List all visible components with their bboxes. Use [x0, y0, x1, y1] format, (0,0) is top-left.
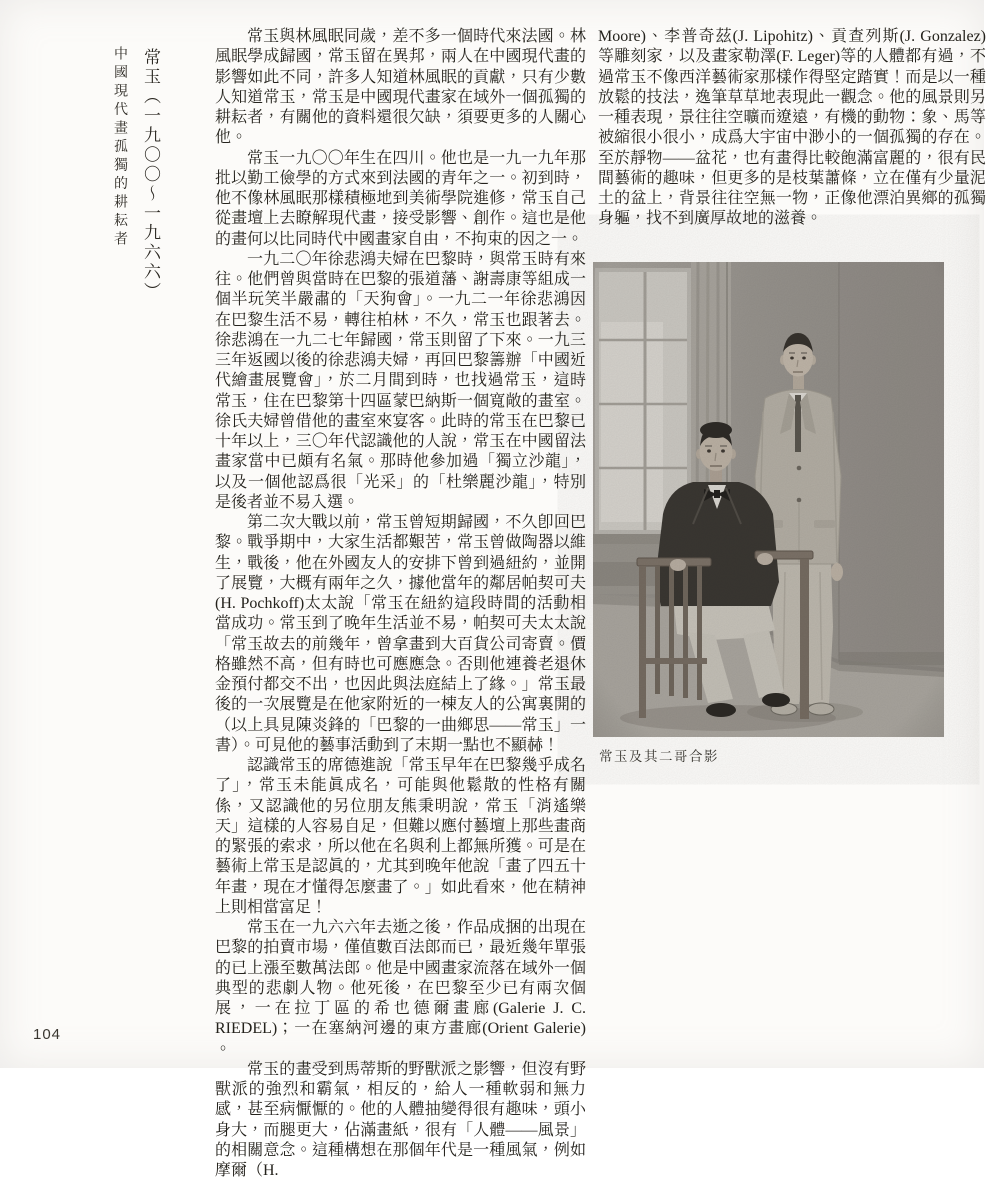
body-paragraph: 常玉在一九六六年去逝之後，作品成捆的出現在巴黎的拍賣市場，僅值數百法郎而已，最近幾年單張的已上漲至數萬法郎。他是中國畫家流落在域外一個典型的悲劇人物。他死後，在巴黎至少已有兩次個展，一在拉丁區的希也德爾畫廊(Galerie J. C. RIEDEL)；一在塞納河邊的東方畫廊(Orient Galerie) 。: [215, 919, 586, 1058]
photo-sanyu-and-brother: [593, 262, 944, 737]
body-paragraph: 常玉與林風眠同歲，差不多一個時代來法國。林風眠學成歸國，常玉留在異邦，兩人在中國現代畫的影響如此不同，許多人知道林風眠的貢獻，只有少數人知道常玉，常玉是中國現代畫家在域外一個孤獨的耕耘者，有關他的資料還很欠缺，須要更多的人關心他。: [215, 28, 586, 147]
page-number: 104: [33, 1026, 62, 1043]
body-paragraph: 常玉的畫受到馬蒂斯的野獸派之影響，但沒有野獸派的強烈和霸氣，相反的，給人一種軟弱和無力感，甚至病懨懨的。他的人體抽變得很有趣味，頭小身大，而腿更大，佔滿畫紙，很有「人體——風景」的相關意念。這種構想在那個年代是一種風氣，例如摩爾（H.: [215, 1060, 586, 1179]
body-paragraph: 常玉一九〇〇年生在四川。他也是一九一九年那批以勤工儉學的方式來到法國的青年之一。初到時，他不像林風眠那樣積極地到美術學院進修，常玉自己從畫壇上去瞭解現代畫，接受影響、創作。這也是他的畫何以比同時代中國畫家自由，不拘束的因之一。: [215, 149, 586, 248]
body-paragraph: Moore)、李普奇茲(J. Lipohitz)、貢查列斯(J. Gonzalez)等雕刻家，以及畫家勒澤(F. Leger)等的人體都有過，不過常玉不像西洋藝術家那樣作得堅定踏實！而是以一種放鬆的技法，逸筆草草地表現此一觀念。他的風景則另一種表現，景往往空曠而遼遠，有機的動物：象、馬等被縮很小很小，成爲大宇宙中渺小的一個孤獨的存在。至於靜物——盆花，也有畫得比較飽滿富麗的，很有民間藝術的趣味，但更多的是枝葉蕭條，立在僅有少量泥土的盆上，背景往往空無一物，正像他漂泊異鄉的孤獨身軀，找不到廣厚故地的滋養。: [598, 28, 986, 228]
body-paragraph: 一九二〇年徐悲鴻夫婦在巴黎時，與常玉時有來往。他們曾與當時在巴黎的張道藩、謝壽康等組成一個半玩笑半嚴肅的「天狗會」。一九二一年徐悲鴻因在巴黎生活不易，轉往柏林，不久，常玉也跟著去。徐悲鴻在一九二七年歸國，常玉則留了下來。一九三三年返國以後的徐悲鴻夫婦，再回巴黎籌辦「中國近代繪畫展覽會」，於二月間到時，也找過常玉，這時常玉，住在巴黎第十四區蒙巴納斯一個寬敞的畫室。徐氏夫婦曾借他的畫室來宴客。此時的常玉在巴黎已十年以上，三〇年代認識他的人說，常玉在中國留法畫家當中已頗有名氣。那時他參加過「獨立沙龍」，以及一個他認爲很「光采」的「杜樂麗沙龍」，特別是後者並不易入選。: [215, 250, 586, 511]
body-paragraph: 認識常玉的席德進說「常玉早年在巴黎幾乎成名了」，常玉未能眞成名，可能與他鬆散的性格有關係，又認識他的另位朋友熊秉明說，常玉「消遙樂天」這樣的人容易自足，但難以應付藝壇上那些畫商的緊張的索求，所以他在名與利上都無所獲。可是在藝術上常玉是認眞的，尤其到晚年他說「畫了四五十年畫，現在才懂得怎麼畫了。」如此看來，他在精神上則相當富足！: [215, 757, 586, 916]
photo-caption: 常玉及其二哥合影: [599, 749, 719, 764]
margin-title-vertical: 常玉（一九〇〇～一九六六）: [141, 48, 160, 302]
margin-subtitle-vertical: 中國現代畫孤獨的耕耘者: [112, 46, 127, 250]
text-column-right: [598, 27, 986, 230]
text-column-left: [215, 27, 586, 1181]
body-paragraph: 第二次大戰以前，常玉曾短期歸國，不久卽回巴黎。戰爭期中，大家生活都艱苦，常玉曾做陶器以維生，戰後，他在外國友人的安排下曾到過紐約，並開了展覽，大概有兩年之久，據他當年的鄰居帕契可夫(H. Pochkoff)太太說「常玉在紐約這段時間的活動相當成功。常玉到了晚年生活並不易，帕契可夫太太說「常玉故去的前幾年，曾拿畫到大百貨公司寄賣。價格雖然不高，但有時也可應應急。否則他連養老退休金預付都交不出，也因此與法庭結上了緣。」常玉最後的一次展覽是在他家附近的一棟友人的公寓裏開的（以上具見陳炎鋒的「巴黎的一曲鄉思——常玉」一書）。可見他的藝事活動到了末期一點也不顯赫！: [215, 514, 586, 754]
